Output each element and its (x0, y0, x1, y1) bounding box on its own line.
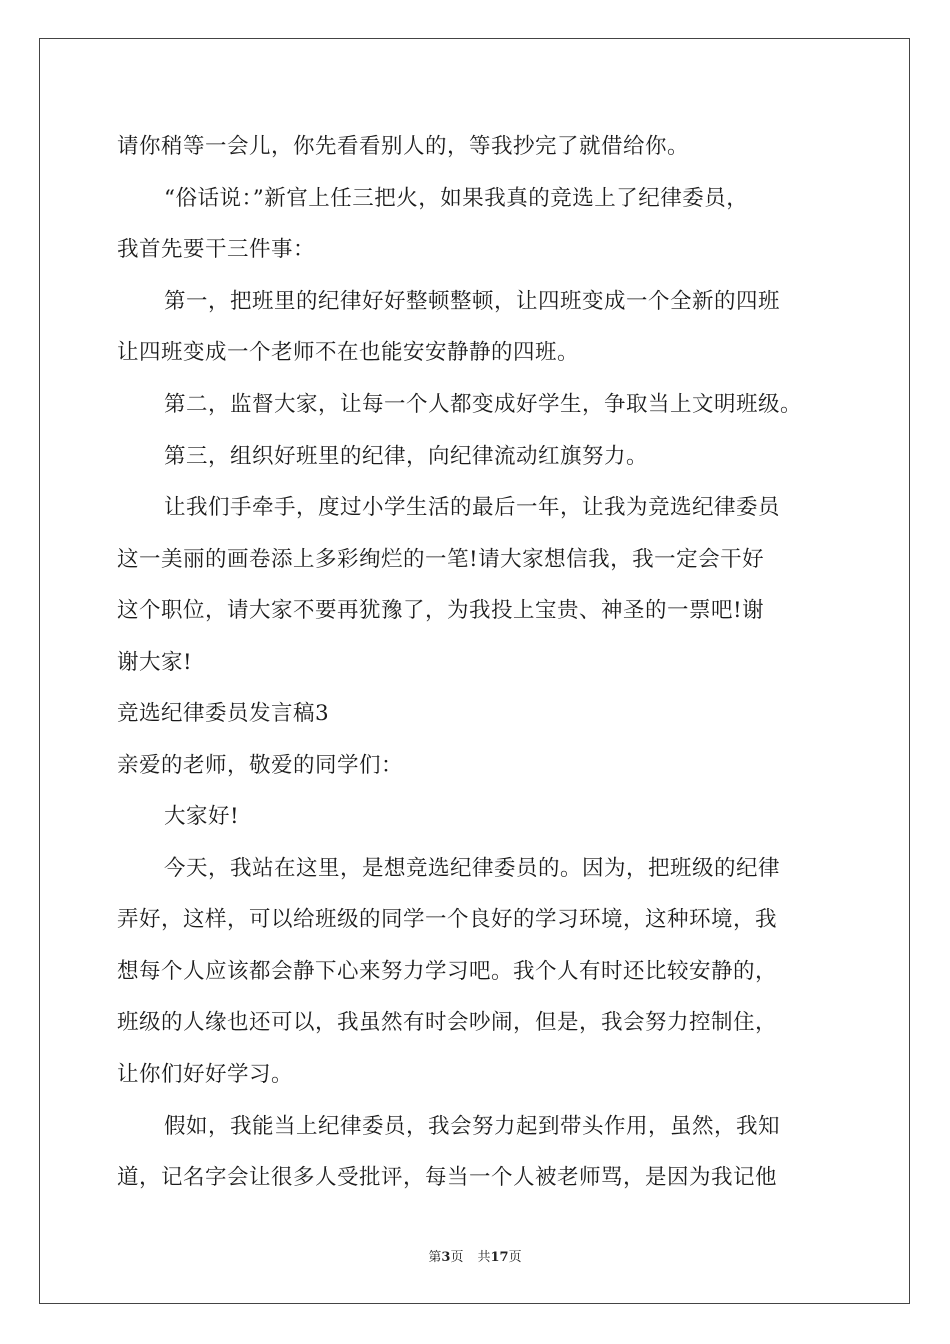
page-current: 3 (441, 1250, 451, 1265)
text-line: 班级的人缘也还可以，我虽然有时会吵闹，但是，我会努力控制住， (117, 1010, 778, 1035)
greeting: 大家好! (164, 804, 240, 829)
text-line: 今天，我站在这里，是想竞选纪律委员的。因为，把班级的纪律 (164, 856, 781, 881)
text-line: 第三，组织好班里的纪律，向纪律流动红旗努力。 (164, 444, 649, 469)
text-line: 这一美丽的画卷添上多彩绚烂的一笔!请大家想信我，我一定会干好 (117, 547, 765, 572)
text-line: 让你们好好学习。 (117, 1062, 294, 1087)
text-line: 道，记名字会让很多人受批评，每当一个人被老师骂，是因为我记他 (117, 1165, 778, 1190)
text-line: 想每个人应该都会静下心来努力学习吧。我个人有时还比较安静的， (117, 959, 778, 984)
total-suffix: 页 (508, 1250, 522, 1265)
text-line: 第二，监督大家，让每一个人都变成好学生，争取当上文明班级。 (164, 392, 803, 417)
text-line: “俗话说：”新官上任三把火，如果我真的竞选上了纪律委员， (164, 186, 749, 211)
text-line: 我首先要干三件事： (117, 237, 316, 262)
section-heading: 竞选纪律委员发言稿3 (117, 701, 330, 726)
text-line: 第一，把班里的纪律好好整顿整顿，让四班变成一个全新的四班 (164, 289, 781, 314)
page-prefix: 第 (428, 1250, 442, 1265)
page-suffix: 页 (450, 1250, 464, 1265)
page-footer (0, 1246, 950, 1265)
page-total: 17 (490, 1250, 509, 1265)
text-line: 请你稍等一会儿，你先看看别人的，等我抄完了就借给你。 (117, 134, 690, 159)
text-line: 让四班变成一个老师不在也能安安静静的四班。 (117, 340, 580, 365)
salutation: 亲爱的老师，敬爱的同学们： (117, 753, 404, 778)
text-line: 让我们手牵手，度过小学生活的最后一年，让我为竞选纪律委员 (164, 495, 781, 520)
text-line: 弄好，这样，可以给班级的同学一个良好的学习环境，这种环境，我 (117, 907, 778, 932)
text-line: 谢大家! (117, 650, 193, 675)
text-line: 这个职位，请大家不要再犹豫了，为我投上宝贵、神圣的一票吧!谢 (117, 598, 765, 623)
text-line: 假如，我能当上纪律委员，我会努力起到带头作用，虽然，我知 (164, 1114, 781, 1139)
total-prefix: 共 (477, 1250, 491, 1265)
